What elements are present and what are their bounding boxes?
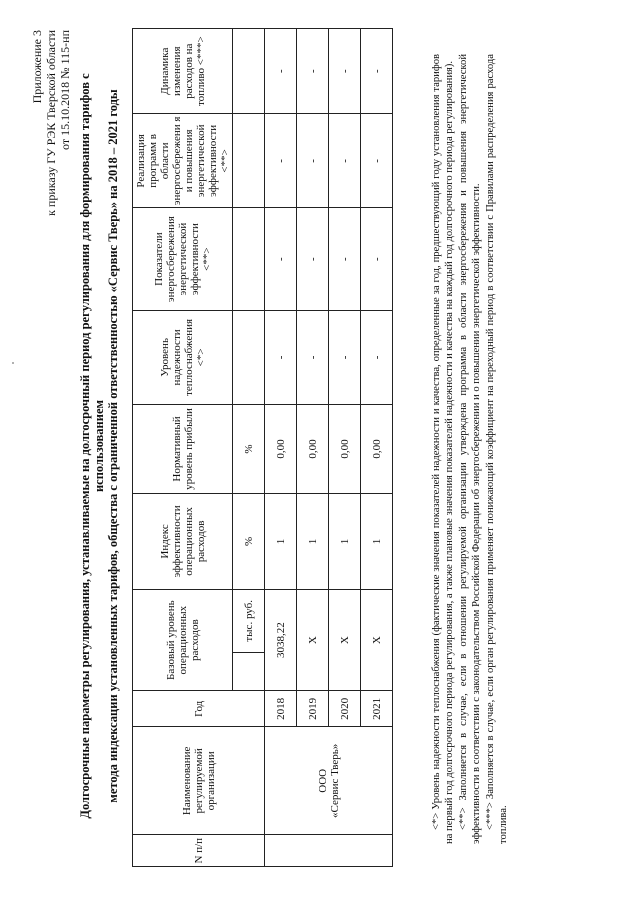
- title-line-1: Долгосрочные параметры регулирования, устанавливаемые на долгосрочный период регулирования для формирования тарифов с использованием: [78, 73, 106, 819]
- energy-cell: -: [297, 208, 329, 310]
- unit-base-spacer: [233, 652, 265, 691]
- year-cell: 2020: [329, 691, 361, 727]
- profit-cell: 0,00: [297, 404, 329, 493]
- parameters-table: [132, 28, 393, 867]
- index-cell: 1: [329, 493, 361, 589]
- programs-cell: -: [297, 114, 329, 208]
- unit-base: тыс. руб.: [233, 589, 265, 652]
- footnote-energy-program: <**> Заполняется в случае, если в отношении регулируемой организации утверждена программа в области энергосбережения и повышения энергетической эффективности в соответствии с законодательством Российской Федерации об энергосбережении и о повышении энергетической эффективности.: [458, 54, 482, 844]
- fuel-cell: -: [361, 29, 393, 114]
- header-energy: Показатели энергосбережения энергетической эффективности <**>: [133, 208, 233, 310]
- appendix-line-2: к приказу ГУ РЭК Тверской области: [44, 30, 58, 216]
- header-reliability: Уровень надежности теплоснабжения <*>: [133, 310, 233, 404]
- header-programs: Реализация программ в области энергосбережени я и повышения энергетической эффективности <**>: [133, 114, 233, 208]
- header-num: N п/п: [133, 835, 265, 867]
- appendix-header: [30, 30, 72, 216]
- programs-cell: -: [329, 114, 361, 208]
- footnote-reliability: <*> Уровень надежности теплоснабжения (фактические значения показателей надежности и качества, определенные за год, предшествующий году установления тарифов на первый год долгосрочного периода регулирования, а также плановые значения показателей надежности и качества на каждый год долгосрочного периода регулирования).: [431, 54, 455, 844]
- energy-cell: -: [265, 208, 297, 310]
- index-cell: 1: [361, 493, 393, 589]
- title-line-2: метода индексации установленных тарифов, общества с ограниченной ответственностью «Сервис Тверь» на 2018 – 2021 годы: [106, 89, 120, 803]
- table-row: [265, 29, 297, 867]
- energy-cell: -: [329, 208, 361, 310]
- reliability-cell: -: [329, 310, 361, 404]
- unit-index: %: [233, 493, 265, 589]
- header-index: Индекс эффективности операционных расходов: [133, 493, 233, 589]
- year-cell: 2021: [361, 691, 393, 727]
- energy-cell: -: [361, 208, 393, 310]
- org-name-line-1: ООО: [316, 768, 329, 793]
- base-cell: 3038,22: [265, 589, 297, 691]
- base-cell: X: [361, 589, 393, 691]
- header-row: [133, 29, 233, 867]
- reliability-cell: -: [265, 310, 297, 404]
- year-cell: 2018: [265, 691, 297, 727]
- index-cell: 1: [265, 493, 297, 589]
- footnote-fuel: <***> Заполняется в случае, если орган регулирования применяет понижающий коэффициент на переходный период в соответствии с Правилами распределения расхода топлива.: [485, 54, 509, 844]
- base-cell: X: [297, 589, 329, 691]
- index-cell: 1: [297, 493, 329, 589]
- appendix-line-1: Приложение 3: [30, 30, 44, 104]
- header-year: Год: [133, 691, 265, 727]
- header-profit: Нормативный уровень прибыли: [133, 404, 233, 493]
- profit-cell: 0,00: [361, 404, 393, 493]
- fuel-cell: -: [265, 29, 297, 114]
- fuel-cell: -: [297, 29, 329, 114]
- scan-speck: [12, 362, 14, 364]
- unit-empty: [233, 114, 265, 208]
- unit-empty: [233, 310, 265, 404]
- reliability-cell: -: [361, 310, 393, 404]
- unit-profit: %: [233, 404, 265, 493]
- org-name-line-2: «Сервис Тверь»: [328, 743, 341, 818]
- profit-cell: 0,00: [329, 404, 361, 493]
- year-cell: 2019: [297, 691, 329, 727]
- base-cell: X: [329, 589, 361, 691]
- appendix-line-3: от 15.10.2018 № 115-нп: [58, 30, 72, 150]
- unit-empty: [233, 29, 265, 114]
- programs-cell: -: [361, 114, 393, 208]
- header-fuel: Динамика изменения расходов на топливо <***>: [133, 29, 233, 114]
- footnotes: [430, 54, 511, 844]
- row-number-cell: [265, 835, 393, 867]
- profit-cell: 0,00: [265, 404, 297, 493]
- org-name-cell: [265, 727, 393, 835]
- header-base: Базовый уровень операционных расходов: [133, 589, 233, 691]
- header-org: Наименование регулируемой организации: [133, 727, 265, 835]
- reliability-cell: -: [297, 310, 329, 404]
- document-title: [78, 66, 120, 826]
- unit-empty: [233, 208, 265, 310]
- fuel-cell: -: [329, 29, 361, 114]
- programs-cell: -: [265, 114, 297, 208]
